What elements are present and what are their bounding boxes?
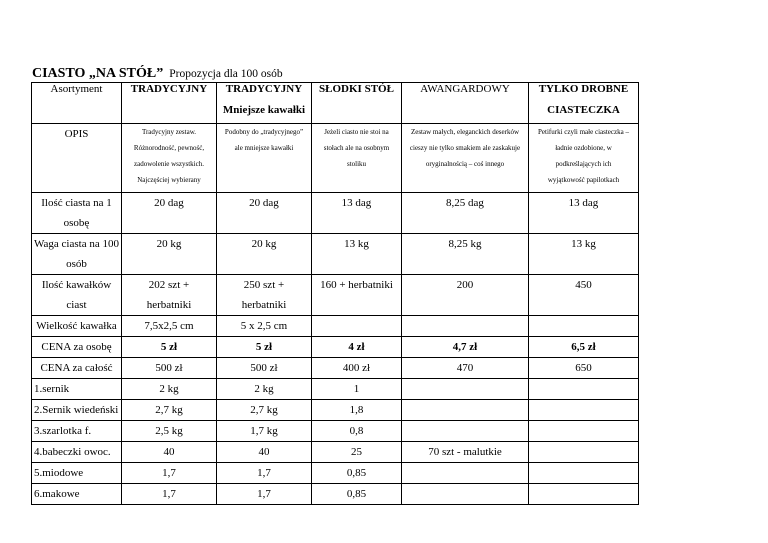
kawalki-value: 202 szt + herbatniki: [122, 275, 217, 316]
item-value: 2,5 kg: [122, 421, 217, 442]
cena-calosc-label: CENA za całość: [32, 358, 122, 379]
cena-osoba-value: 6,5 zł: [529, 337, 639, 358]
item-value: [529, 379, 639, 400]
cena-calosc-value: 400 zł: [312, 358, 402, 379]
ilosc-value: 13 dag: [529, 193, 639, 234]
item-value: [529, 400, 639, 421]
item-row: [32, 421, 639, 442]
cena-calosc-value: 470: [402, 358, 529, 379]
ilosc-value: 13 dag: [312, 193, 402, 234]
item-row: [32, 400, 639, 421]
header-assortment: Asortyment: [32, 83, 122, 124]
kawalki-value: 450: [529, 275, 639, 316]
kawalki-value: 200: [402, 275, 529, 316]
waga-value: 13 kg: [529, 234, 639, 275]
header-sweet-table: SŁODKI STÓŁ: [312, 83, 402, 124]
item-value: [402, 379, 529, 400]
cena-osoba-value: 5 zł: [122, 337, 217, 358]
opis-traditional-small: Podobny do „tradycyjnego” ale mniejsze kawałki: [217, 124, 312, 193]
item-name: 5.miodowe: [32, 463, 122, 484]
ilosc-value: 20 dag: [122, 193, 217, 234]
waga-value: 20 kg: [122, 234, 217, 275]
offer-table: [31, 82, 639, 505]
wielkosc-row: [32, 316, 639, 337]
wielkosc-label: Wielkość kawałka: [32, 316, 122, 337]
title-subtitle: Propozycja dla 100 osób: [169, 68, 283, 80]
item-value: [402, 463, 529, 484]
item-value: 40: [122, 442, 217, 463]
kawalki-row: [32, 275, 639, 316]
item-name: 2.Sernik wiedeński: [32, 400, 122, 421]
item-value: [402, 400, 529, 421]
empty-cell: [402, 316, 529, 337]
item-row: [32, 379, 639, 400]
waga-value: 20 kg: [217, 234, 312, 275]
header-small-cookies: TYLKO DROBNE CIASTECZKA: [529, 83, 639, 124]
item-row: [32, 442, 639, 463]
cena-calosc-value: 650: [529, 358, 639, 379]
empty-cell: [312, 316, 402, 337]
kawalki-value: 250 szt + herbatniki: [217, 275, 312, 316]
cena-osoba-row: [32, 337, 639, 358]
ilosc-value: 8,25 dag: [402, 193, 529, 234]
item-value: 1,7: [217, 484, 312, 505]
opis-sweet-table: Jeżeli ciasto nie stoi na stołach ale na osobnym stoliku: [312, 124, 402, 193]
item-row: [32, 484, 639, 505]
cena-calosc-value: 500 zł: [217, 358, 312, 379]
header-row: [32, 83, 639, 124]
cena-osoba-value: 4,7 zł: [402, 337, 529, 358]
waga-label: Waga ciasta na 100 osób: [32, 234, 122, 275]
cena-calosc-row: [32, 358, 639, 379]
title-main: CIASTO „NA STÓŁ”: [32, 66, 164, 81]
ilosc-row: [32, 193, 639, 234]
opis-avantgarde: Zestaw małych, eleganckich deserków cieszy nie tylko smakiem ale zaskakuje oryginalnością – coś innego: [402, 124, 529, 193]
empty-cell: [529, 316, 639, 337]
item-value: 0,85: [312, 463, 402, 484]
item-name: 3.szarlotka f.: [32, 421, 122, 442]
opis-label: OPIS: [32, 124, 122, 193]
item-value: 2 kg: [217, 379, 312, 400]
document-title: [32, 64, 283, 82]
cena-osoba-value: 5 zł: [217, 337, 312, 358]
item-value: [529, 484, 639, 505]
cena-osoba-label: CENA za osobę: [32, 337, 122, 358]
kawalki-value: 160 + herbatniki: [312, 275, 402, 316]
item-value: 1,8: [312, 400, 402, 421]
item-value: 1,7: [122, 484, 217, 505]
item-value: [529, 421, 639, 442]
item-value: 1,7 kg: [217, 421, 312, 442]
item-value: 1,7: [217, 463, 312, 484]
item-value: [402, 421, 529, 442]
item-value: 70 szt - malutkie: [402, 442, 529, 463]
cena-osoba-value: 4 zł: [312, 337, 402, 358]
ilosc-label: Ilość ciasta na 1 osobę: [32, 193, 122, 234]
item-row: [32, 463, 639, 484]
kawalki-label: Ilość kawałków ciast: [32, 275, 122, 316]
header-avantgarde: AWANGARDOWY: [402, 83, 529, 124]
item-value: [529, 463, 639, 484]
cena-calosc-value: 500 zł: [122, 358, 217, 379]
header-traditional-small: TRADYCYJNY Mniejsze kawałki: [217, 83, 312, 124]
waga-row: [32, 234, 639, 275]
opis-traditional: Tradycyjny zestaw. Różnorodność, pewność, zadowolenie wszystkich. Najczęściej wybierany: [122, 124, 217, 193]
ilosc-value: 20 dag: [217, 193, 312, 234]
item-value: 2 kg: [122, 379, 217, 400]
wielkosc-value: 7,5x2,5 cm: [122, 316, 217, 337]
header-traditional: TRADYCYJNY: [122, 83, 217, 124]
item-value: 1,7: [122, 463, 217, 484]
waga-value: 13 kg: [312, 234, 402, 275]
item-value: 40: [217, 442, 312, 463]
waga-value: 8,25 kg: [402, 234, 529, 275]
item-value: 1: [312, 379, 402, 400]
opis-small-cookies: Petifurki czyli małe ciasteczka – ładnie ozdobione, w podkreślających ich wyjątkowość papilotkach: [529, 124, 639, 193]
item-value: 0,8: [312, 421, 402, 442]
opis-row: [32, 124, 639, 193]
item-value: 2,7 kg: [217, 400, 312, 421]
wielkosc-value: 5 x 2,5 cm: [217, 316, 312, 337]
item-value: 25: [312, 442, 402, 463]
item-name: 6.makowe: [32, 484, 122, 505]
item-name: 1.sernik: [32, 379, 122, 400]
item-value: [529, 442, 639, 463]
item-value: 2,7 kg: [122, 400, 217, 421]
item-name: 4.babeczki owoc.: [32, 442, 122, 463]
item-value: 0,85: [312, 484, 402, 505]
item-value: [402, 484, 529, 505]
